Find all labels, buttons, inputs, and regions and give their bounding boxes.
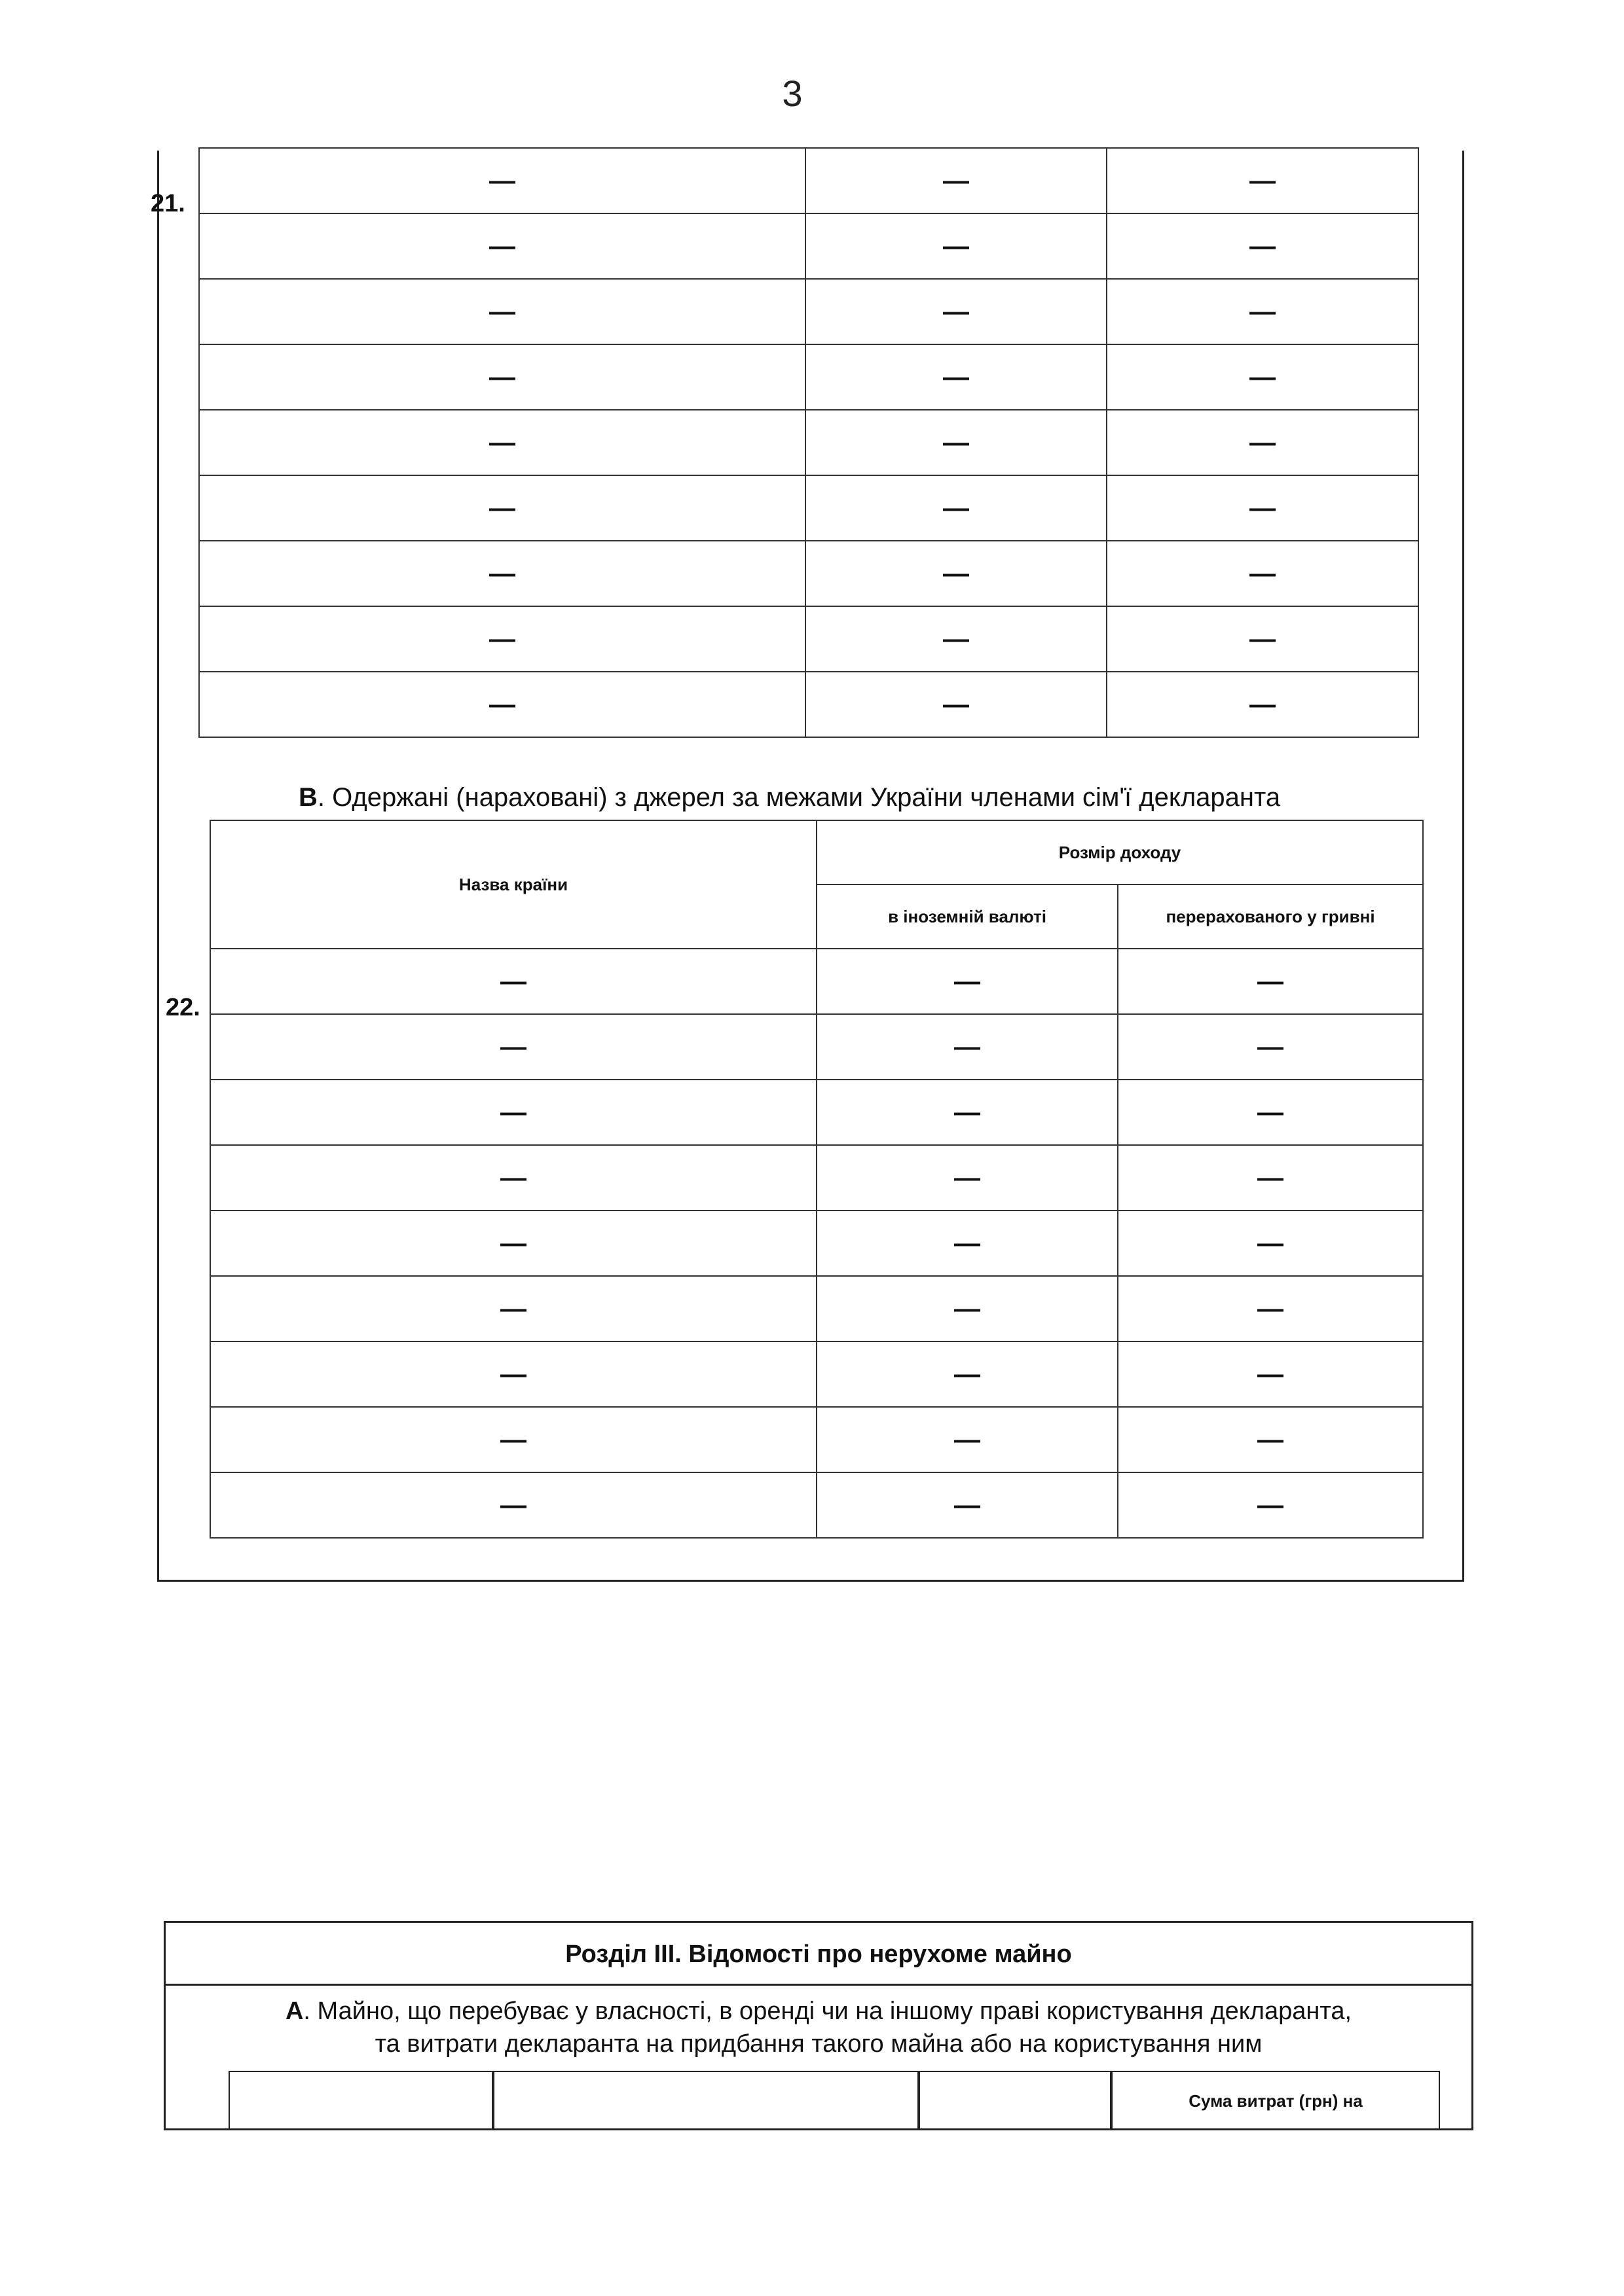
section-v-letter: В — [299, 783, 318, 812]
table-cell — [1107, 410, 1418, 475]
empty-entry-dash: — — [943, 624, 969, 653]
empty-entry-dash: — — [1257, 1097, 1283, 1127]
empty-entry-dash: — — [489, 362, 515, 392]
empty-entry-dash: — — [1249, 558, 1276, 588]
table-cell — [817, 1145, 1118, 1211]
table-row — [199, 475, 1418, 541]
empty-entry-dash: — — [500, 1228, 526, 1258]
table-row — [210, 1407, 1423, 1472]
table-cell — [1118, 1472, 1423, 1538]
table-cell — [817, 1276, 1118, 1341]
empty-entry-dash: — — [943, 231, 969, 261]
section-3-sub-line1: . Майно, що перебуває у власності, в оренді чи на іншому праві користування декларанта, — [303, 1997, 1352, 2025]
empty-entry-dash: — — [954, 1490, 980, 1520]
row-number-21: 21. — [151, 190, 185, 217]
section-3-column-expenses: Сума витрат (грн) на — [1111, 2071, 1440, 2130]
empty-entry-dash: — — [1257, 1490, 1283, 1520]
section-v-title-text: . Одержані (нараховані) з джерел за межами України членами сім'ї декларанта — [317, 783, 1281, 812]
empty-entry-dash: — — [1257, 1032, 1283, 1061]
table-row — [210, 1145, 1423, 1211]
table-cell — [1118, 1014, 1423, 1080]
empty-entry-dash: — — [943, 428, 969, 457]
table-cell — [210, 1014, 817, 1080]
table-cell — [1107, 148, 1418, 213]
empty-entry-dash: — — [489, 231, 515, 261]
table-cell — [210, 949, 817, 1014]
table-row — [210, 1341, 1423, 1407]
section-3-sub-line2: та витрати декларанта на придбання такого майна або на користування ним — [375, 2030, 1263, 2058]
table-row — [210, 1080, 1423, 1145]
table-cell — [1107, 606, 1418, 672]
empty-entry-dash: — — [954, 1163, 980, 1192]
table-cell — [817, 1211, 1118, 1276]
table-cell — [805, 410, 1107, 475]
table-row — [199, 541, 1418, 606]
table-cell — [817, 949, 1118, 1014]
table-cell — [1118, 1276, 1423, 1341]
table-row — [199, 606, 1418, 672]
column-header-uah: перерахованого у гривні — [1118, 884, 1423, 949]
section-v-title — [299, 783, 1280, 812]
section-3-column-3 — [919, 2071, 1111, 2130]
table-cell — [210, 1407, 817, 1472]
section-3-subtitle — [166, 1995, 1471, 2060]
table-cell — [210, 1276, 817, 1341]
table-row — [199, 344, 1418, 410]
column-header-foreign-currency: в іноземній валюті — [817, 884, 1118, 949]
empty-entry-dash: — — [489, 493, 515, 522]
table-cell — [805, 344, 1107, 410]
empty-entry-dash: — — [500, 1163, 526, 1192]
table-cell — [210, 1341, 817, 1407]
empty-entry-dash: — — [1249, 362, 1276, 392]
empty-entry-dash: — — [943, 297, 969, 326]
empty-entry-dash: — — [500, 1032, 526, 1061]
section-3-column-2 — [493, 2071, 919, 2130]
empty-entry-dash: — — [489, 689, 515, 719]
empty-entry-dash: — — [1257, 1163, 1283, 1192]
empty-entry-dash: — — [489, 297, 515, 326]
table-cell — [1107, 541, 1418, 606]
table-row — [210, 1472, 1423, 1538]
empty-entry-dash: — — [1257, 1228, 1283, 1258]
empty-entry-dash: — — [1257, 966, 1283, 996]
table-cell — [817, 1014, 1118, 1080]
table-cell — [805, 213, 1107, 279]
section-3-heading: Розділ III. Відомості про нерухоме майно — [166, 1923, 1471, 1986]
empty-entry-dash: — — [500, 1294, 526, 1323]
table-cell — [210, 1472, 817, 1538]
table-cell — [199, 672, 805, 737]
empty-entry-dash: — — [1249, 166, 1276, 195]
table-cell — [199, 213, 805, 279]
table-22-body — [210, 820, 1423, 1538]
table-cell — [199, 410, 805, 475]
table-cell — [805, 279, 1107, 344]
section-3-sub-letter: А — [285, 1997, 304, 2025]
empty-entry-dash: — — [489, 624, 515, 653]
column-header-income-size: Розмір доходу — [817, 820, 1423, 884]
table-row — [210, 1276, 1423, 1341]
section-3-column-1 — [229, 2071, 493, 2130]
table-cell — [210, 1080, 817, 1145]
table-row — [210, 1014, 1423, 1080]
empty-entry-dash: — — [943, 558, 969, 588]
table-row — [199, 410, 1418, 475]
empty-entry-dash: — — [943, 362, 969, 392]
empty-entry-dash: — — [954, 1032, 980, 1061]
table-cell — [1107, 279, 1418, 344]
empty-entry-dash: — — [1257, 1294, 1283, 1323]
table-row — [199, 213, 1418, 279]
empty-entry-dash: — — [954, 966, 980, 996]
empty-entry-dash: — — [500, 966, 526, 996]
table-cell — [199, 606, 805, 672]
empty-entry-dash: — — [954, 1097, 980, 1127]
table-cell — [1107, 344, 1418, 410]
page-number: 3 — [782, 73, 803, 114]
section-3-table-header — [229, 2071, 1440, 2130]
empty-entry-dash: — — [1249, 428, 1276, 457]
table-cell — [817, 1080, 1118, 1145]
table-cell — [805, 475, 1107, 541]
empty-entry-dash: — — [500, 1425, 526, 1454]
table-cell — [1107, 213, 1418, 279]
table-cell — [199, 541, 805, 606]
empty-entry-dash: — — [943, 689, 969, 719]
table-cell — [199, 148, 805, 213]
table-cell — [210, 1211, 817, 1276]
empty-entry-dash: — — [1249, 493, 1276, 522]
table-row — [210, 1211, 1423, 1276]
table-cell — [199, 344, 805, 410]
table-cell — [805, 672, 1107, 737]
table-row — [199, 148, 1418, 213]
table-cell — [817, 1472, 1118, 1538]
table-cell — [199, 475, 805, 541]
empty-entry-dash: — — [1249, 231, 1276, 261]
table-row — [199, 672, 1418, 737]
table-cell — [210, 1145, 817, 1211]
empty-entry-dash: — — [943, 166, 969, 195]
empty-entry-dash: — — [1257, 1425, 1283, 1454]
table-cell — [1118, 1407, 1423, 1472]
table-cell — [805, 541, 1107, 606]
table-21 — [198, 147, 1419, 738]
empty-entry-dash: — — [489, 428, 515, 457]
empty-entry-dash: — — [954, 1425, 980, 1454]
row-number-22: 22. — [166, 994, 200, 1021]
empty-entry-dash: — — [1257, 1359, 1283, 1389]
table-cell — [1118, 1145, 1423, 1211]
table-cell — [817, 1407, 1118, 1472]
empty-entry-dash: — — [943, 493, 969, 522]
empty-entry-dash: — — [954, 1228, 980, 1258]
empty-entry-dash: — — [500, 1490, 526, 1520]
table-cell — [199, 279, 805, 344]
table-row — [199, 279, 1418, 344]
table-cell — [1118, 949, 1423, 1014]
table-cell — [1118, 1341, 1423, 1407]
table-21-body — [199, 148, 1418, 737]
empty-entry-dash: — — [489, 166, 515, 195]
empty-entry-dash: — — [489, 558, 515, 588]
empty-entry-dash: — — [1249, 689, 1276, 719]
empty-entry-dash: — — [1249, 624, 1276, 653]
empty-entry-dash: — — [500, 1359, 526, 1389]
table-22 — [210, 820, 1424, 1539]
table-cell — [1107, 475, 1418, 541]
table-cell — [1107, 672, 1418, 737]
empty-entry-dash: — — [500, 1097, 526, 1127]
column-header-country: Назва країни — [210, 820, 817, 949]
table-row — [210, 949, 1423, 1014]
section-3-box — [164, 1921, 1473, 2130]
empty-entry-dash: — — [954, 1294, 980, 1323]
table-cell — [805, 606, 1107, 672]
empty-entry-dash: — — [954, 1359, 980, 1389]
table-cell — [805, 148, 1107, 213]
table-cell — [1118, 1211, 1423, 1276]
table-cell — [817, 1341, 1118, 1407]
empty-entry-dash: — — [1249, 297, 1276, 326]
table-cell — [1118, 1080, 1423, 1145]
